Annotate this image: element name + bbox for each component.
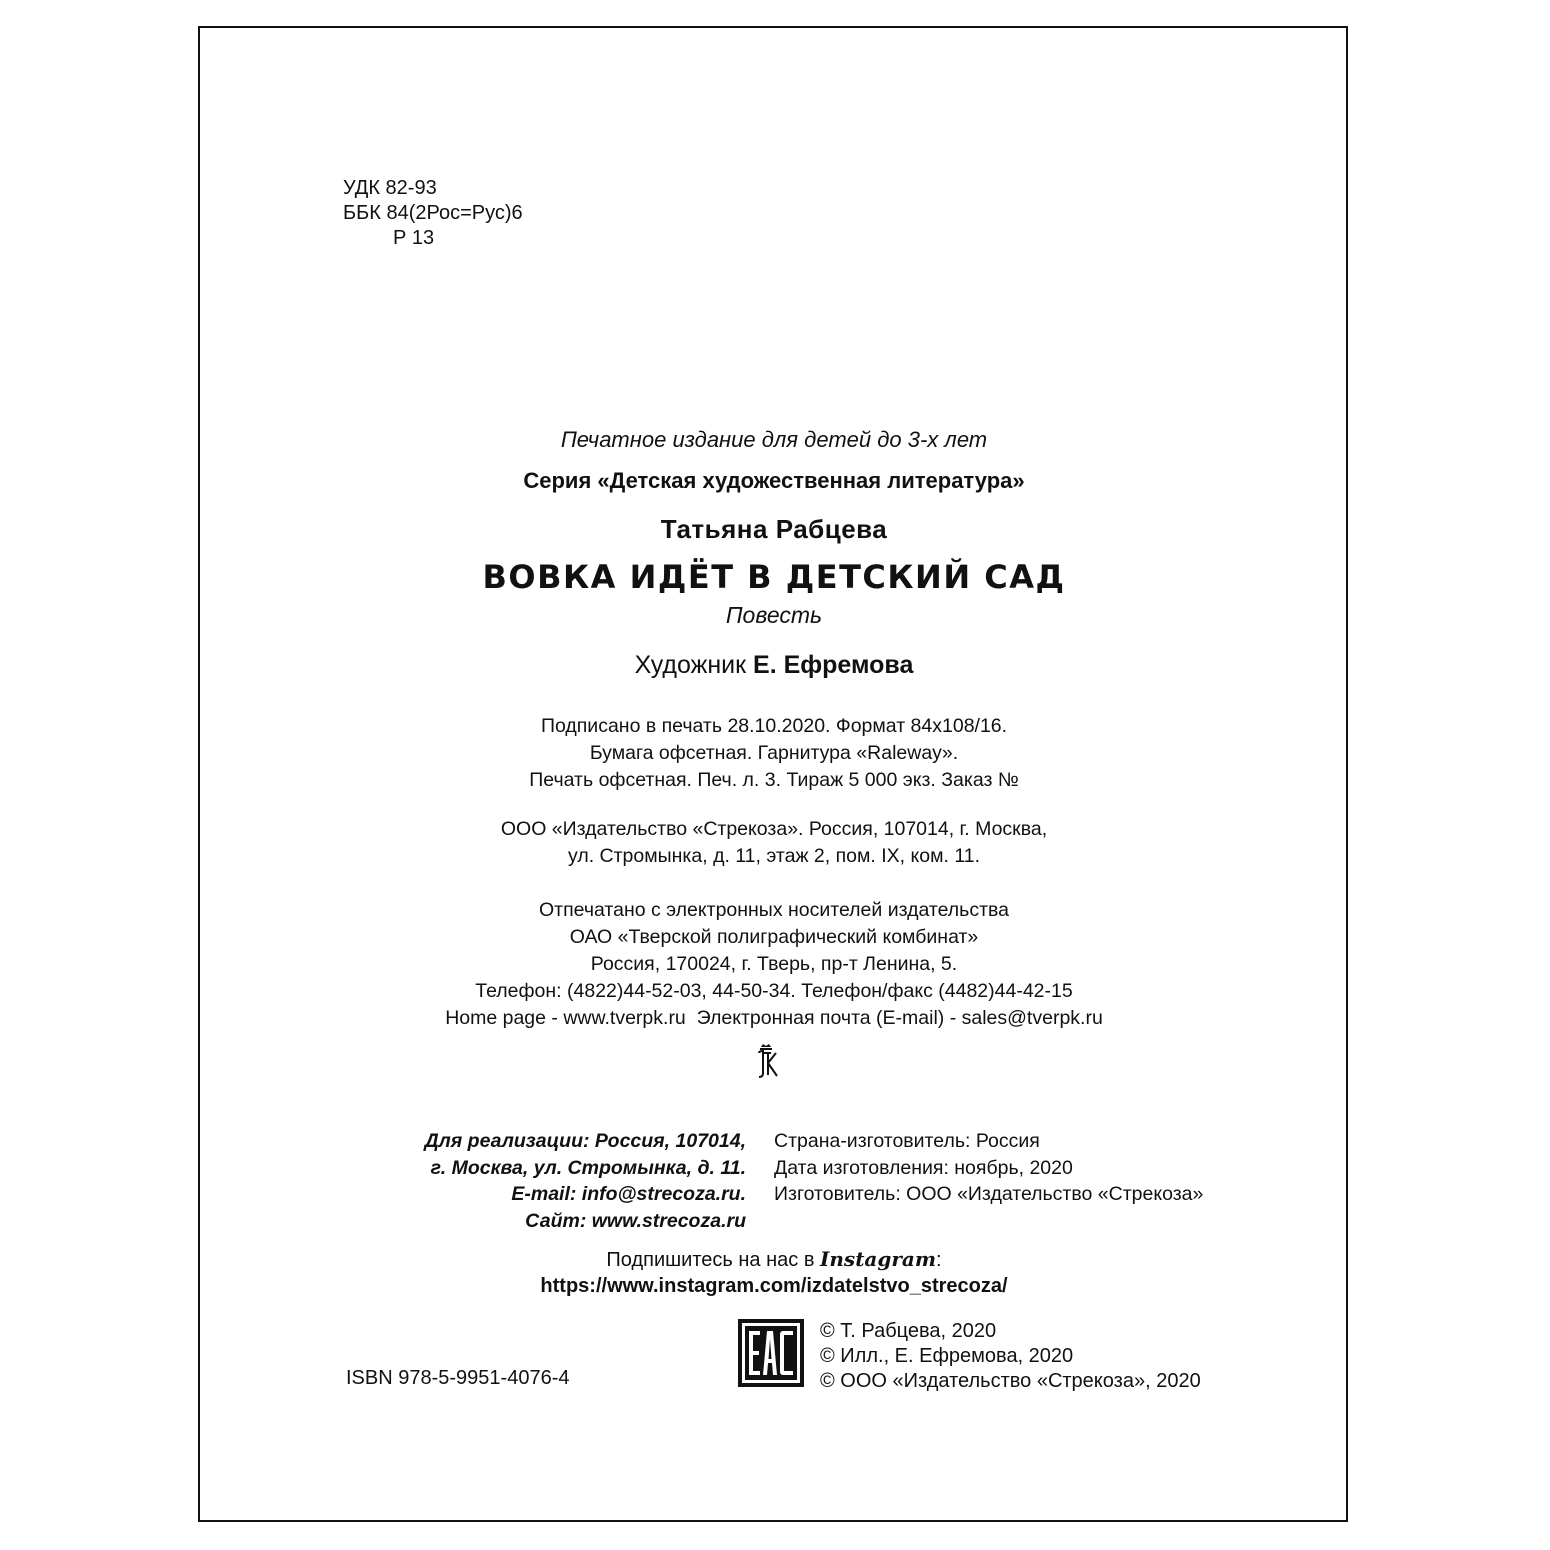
illustrator-name: Е. Ефремова (753, 651, 914, 679)
author-name: Татьяна Рабцева (660, 514, 888, 544)
instagram-prompt: Подпишитесь на нас в (606, 1249, 821, 1271)
copyright-illustrations: © Илл., Е. Ефремова, 2020 (820, 1345, 1074, 1367)
publisher-address (200, 816, 1348, 870)
printer-emblem-icon (750, 1043, 782, 1079)
illustrator-prefix: Художник (634, 651, 747, 679)
instagram-brand: Instagram (820, 1247, 937, 1271)
instagram-colon: : (936, 1249, 942, 1271)
distribution-site: Сайт: www.strecoza.ru (525, 1209, 746, 1232)
distribution-line: Для реализации: Россия, 107014, (424, 1130, 746, 1152)
origin-manufacturer: Изготовитель: ООО «Издательство «Стрекоза» (774, 1183, 1204, 1205)
bbk-code: ББК 84(2Рос=Рус)6 (343, 202, 523, 224)
publisher-line: ООО «Издательство «Стрекоза». Россия, 107014, г. Москва, (500, 818, 1048, 840)
printer-line: Телефон: (4822)44-52-03, 44-50-34. Телефон/факс (4482)44-42-15 (475, 980, 1073, 1002)
print-info (200, 713, 1348, 794)
printer-line: Отпечатано с электронных носителей издательства (538, 899, 1010, 921)
distribution-email: E-mail: info@strecoza.ru. (511, 1183, 746, 1205)
publisher-line: ул. Стромынка, д. 11, этаж 2, пом. IX, ком. 11. (568, 845, 980, 867)
copyright-author: © Т. Рабцева, 2020 (820, 1320, 997, 1342)
printer-line: Home page - www.tverpk.ru Электронная почта (E-mail) - sales@tverpk.ru (445, 1007, 1103, 1029)
print-info-line: Бумага офсетная. Гарнитура «Raleway». (589, 742, 959, 764)
distribution-line: г. Москва, ул. Стромынка, д. 11. (430, 1156, 746, 1179)
eac-certification-icon (738, 1319, 804, 1387)
print-info-line: Подписано в печать 28.10.2020. Формат 84x108/16. (540, 715, 1008, 737)
print-info-line: Печать офсетная. Печ. л. 3. Тираж 5 000 экз. Заказ № (529, 769, 1019, 791)
audience-note: Печатное издание для детей до 3-х лет (560, 427, 988, 452)
origin-country: Страна-изготовитель: Россия (774, 1130, 1040, 1152)
illustrator-credit (200, 651, 1348, 680)
printer-line: Россия, 170024, г. Тверь, пр-т Ленина, 5. (590, 953, 958, 975)
classification-codes (343, 176, 523, 251)
instagram-promo (200, 1246, 1348, 1299)
printer-info (200, 897, 1348, 1032)
book-title: ВОВКА ИДЁТ В ДЕТСКИЙ САД (482, 558, 1066, 596)
distribution-info (425, 1128, 746, 1234)
copyright-block (820, 1319, 1201, 1394)
origin-date: Дата изготовления: ноябрь, 2020 (774, 1156, 1073, 1179)
isbn: ISBN 978-5-9951-4076-4 (346, 1367, 570, 1389)
copyright-publisher: © ООО «Издательство «Стрекоза», 2020 (820, 1370, 1201, 1392)
printer-line: ОАО «Тверской полиграфический комбинат» (569, 926, 979, 948)
manufacturer-info (774, 1128, 1203, 1208)
series-title: Серия «Детская художественная литература» (523, 468, 1025, 493)
udk-code: УДК 82-93 (343, 177, 437, 199)
instagram-link[interactable]: https://www.instagram.com/izdatelstvo_strecoza/ (540, 1275, 1008, 1297)
genre-label: Повесть (725, 602, 823, 628)
author-mark: Р 13 (393, 227, 435, 249)
